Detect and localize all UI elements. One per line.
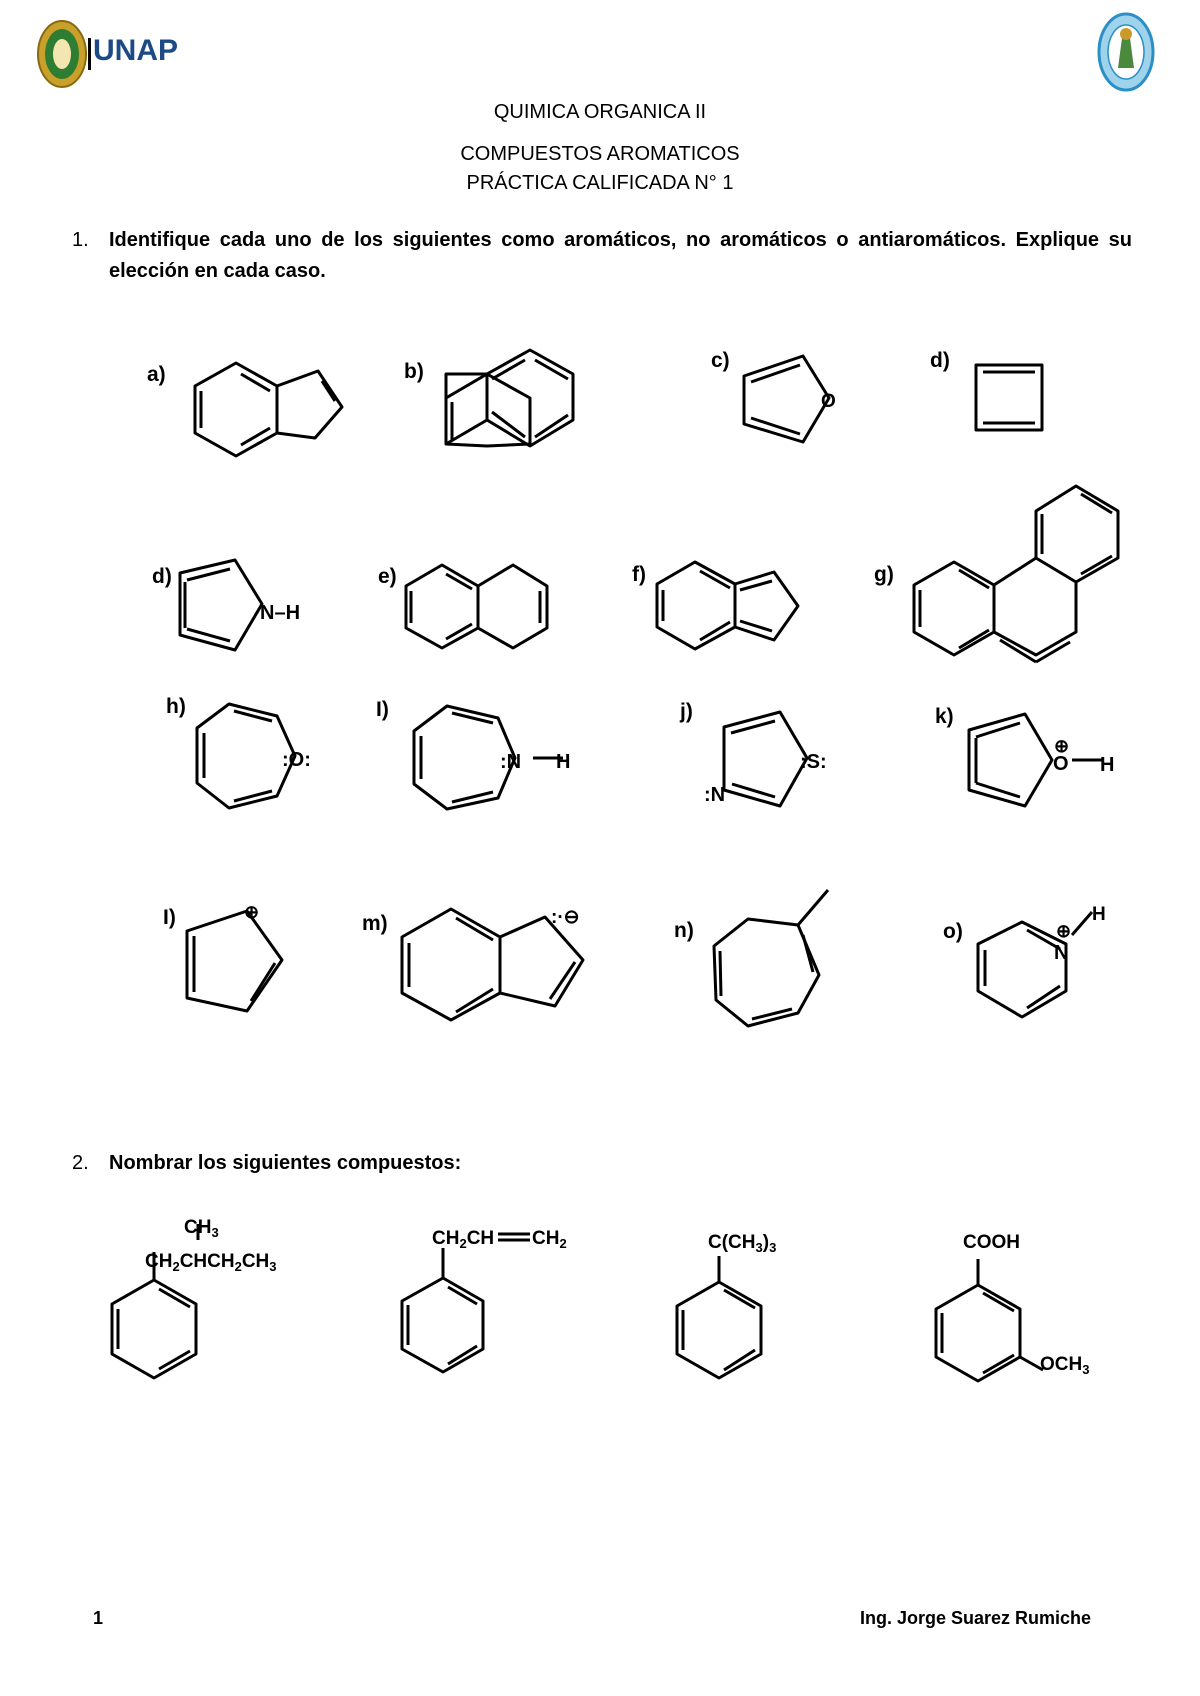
svg-text:CH3: $CH_3$ — [184, 1217, 219, 1240]
structure-label-g: g) — [874, 563, 894, 586]
svg-text:H: H — [556, 751, 571, 773]
svg-text:COOH: COOH — [963, 1232, 1020, 1253]
svg-text::N: :N — [500, 751, 522, 773]
structure-label-n: n) — [674, 919, 694, 942]
question-2 — [72, 1148, 1132, 1179]
logo-text: UNAP — [93, 34, 179, 67]
question-number: 2. — [72, 1152, 89, 1174]
svg-text:H: H — [1100, 754, 1115, 776]
svg-text:C(CH3)3: $C(CH_3)_3$ — [708, 1232, 777, 1255]
svg-text::S:: :S: — [800, 751, 827, 773]
structure-label-l: I) — [163, 906, 176, 929]
exam-title: PRÁCTICA CALIFICADA N° 1 — [466, 172, 734, 194]
svg-text:⊕: ⊕ — [1054, 736, 1070, 756]
svg-text:N: N — [1054, 942, 1069, 964]
svg-text:⊕: ⊕ — [244, 902, 260, 922]
svg-text:⊕: ⊕ — [1056, 921, 1072, 941]
structure-label-b: b) — [404, 360, 424, 383]
topic-title: COMPUESTOS AROMATICOS — [460, 143, 740, 165]
svg-text:O: O — [1053, 753, 1069, 775]
structure-label-c: c) — [711, 349, 730, 372]
svg-text:CH2CH: $CH_2CH$ — [432, 1228, 495, 1251]
svg-text:CH2: $CH_2$ — [532, 1228, 567, 1251]
structure-label-j: j) — [680, 700, 693, 723]
structure-label-k: k) — [935, 705, 954, 728]
question-text: Nombrar los siguientes compuestos: — [109, 1152, 462, 1174]
course-title: QUIMICA ORGANICA II — [493, 101, 707, 123]
structure-label-i: I) — [376, 698, 389, 721]
svg-text::O:: :O: — [282, 749, 311, 771]
page-number: 1 — [93, 1608, 104, 1628]
author-name: Ing. Jorge Suarez Rumiche — [860, 1608, 1092, 1628]
svg-text:CH2CHCH2CH3: $CH_2CHCH_2CH_3$ — [145, 1251, 277, 1274]
svg-text::·⊖: :·⊖ — [551, 907, 580, 928]
structure-label-o: o) — [943, 920, 963, 943]
structure-label-d2: d) — [152, 565, 172, 588]
structure-label-h: h) — [166, 695, 186, 718]
structure-label-a: a) — [147, 363, 166, 386]
svg-text::N: :N — [704, 784, 726, 806]
structure-label-f: f) — [632, 563, 646, 586]
svg-text:H: H — [1092, 904, 1106, 925]
svg-text:OCH3: $OCH_3$ — [1040, 1354, 1090, 1377]
structure-label-d1: d) — [930, 349, 950, 372]
structure-label-m: m) — [362, 912, 388, 935]
svg-text:O: O — [821, 391, 836, 412]
svg-text:N–H: N–H — [260, 602, 301, 624]
question-number: 1. — [72, 229, 89, 251]
question-text: Identifique cada uno de los siguientes como aromáticos, no aromáticos o antiaromáticos. Explique su elección en cada caso. — [109, 229, 1132, 282]
structure-label-e: e) — [378, 565, 397, 588]
